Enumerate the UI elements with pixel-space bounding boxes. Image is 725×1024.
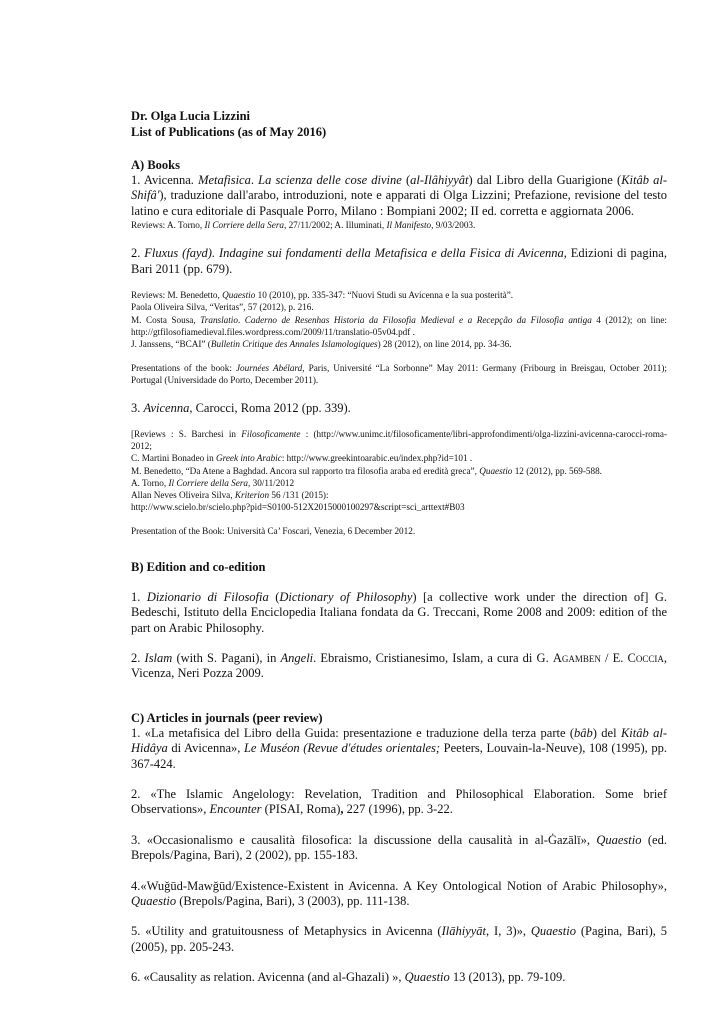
review-line: Reviews: M. Benedetto, Quaestio 10 (2010), pp. 335-347: “Nuovi Studi su Avicenna e la sua posterità”.: [131, 290, 514, 301]
review-line: M. Costa Sousa, Translatio. Caderno de Resenhas Historia da Filosofia Medieval e a Recepção da Filosofia antiga 4 (2012); on line: http://gtfilosofiamedieval.files.wordpress.com/2009/11/translatio-05v04.pdf .: [131, 314, 667, 337]
review-line: M. Benedetto, “Da Atene a Baghdad. Ancora sul rapporto tra filosofia araba ed eredità greca”, Quaestio 12 (2012), pp. 569-588.: [131, 465, 602, 476]
section-heading-editions: B) Edition and co-edition: [131, 559, 266, 574]
review-line: Paola Oliveira Silva, “Veritas”, 57 (2012), p. 216.: [131, 302, 314, 313]
book-2-presentations: Presentations of the book: Journées Abélard, Paris, Université “La Sorbonne” May 2011: Germany (Fribourg in Breisgau, October 2011); Portugal (Universidade do Porto, December 2011).: [131, 363, 667, 386]
book-2-reviews: [131, 289, 667, 350]
review-line: http://www.scielo.br/scielo.php?pid=S0100-512X2015000100297&script=sci_arttext#B03: [131, 502, 465, 513]
author-name: Dr. Olga Lucia Lizzini: [131, 109, 250, 123]
book-entry-1: 1. Avicenna. Metafisica. La scienza delle cose divine (al-Ilâhiyyât) dal Libro della Guarigione (Kitâb al-Shifâ'), traduzione dall'arabo, introduzioni, note e apparati di Olga Lizzini; Prefazione, revisione del testo latino e cura editoriale di Pasquale Porro, Milano : Bompiani 2002; II ed. corretta e aggiornata 2006.: [131, 173, 668, 218]
book-entry-3: 3. Avicenna, Carocci, Roma 2012 (pp. 339).: [131, 400, 351, 415]
review-line: Allan Neves Oliveira Silva, Kriterion 56 /131 (2015):: [131, 490, 329, 501]
article-entry-2: 2. «The Islamic Angelology: Revelation, Tradition and Philosophical Elaboration. Some brief Observations», Encounter (PISAI, Roma), 227 (1996), pp. 3-22.: [131, 786, 667, 817]
article-entry-4: 4.«Wuǧūd-Mawǧūd/Existence-Existent in Avicenna. A Key Ontological Notion of Arabic Philosophy», Quaestio (Brepols/Pagina, Bari), 3 (2003), pp. 111-138.: [131, 878, 667, 908]
article-entry-6: 6. «Causality as relation. Avicenna (and al-Ghazali) », Quaestio 13 (2013), pp. 79-109.: [131, 970, 566, 985]
review-line: A. Torno, Il Corriere della Sera, 30/11/2012: [131, 477, 295, 488]
book-3-presentation: Presentation of the Book: Università Ca’ Foscari, Venezia, 6 December 2012.: [131, 526, 416, 537]
article-entry-3: 3. «Occasionalismo e causalità filosofica: la discussione della causalità in al-Ġazālī», Quaestio (ed. Brepols/Pagina, Bari), 2 (2002), pp. 155-183.: [131, 832, 667, 863]
section-heading-books: A) Books: [131, 158, 180, 172]
review-line: C. Martini Bonadeo in Greek into Arabic: http://www.greekintoarabic.eu/index.php?id=101 .: [131, 453, 473, 464]
article-entry-1: 1. «La metafisica del Libro della Guida: presentazione e traduzione della terza parte (bâb) del Kitâb al-Hidâya di Avicenna», Le Muséon (Revue d'études orientales; Peeters, Louvain-la-Neuve), 108 (1995), pp. 367-424.: [131, 725, 667, 771]
review-line: J. Janssens, “BCAI” (Bulletin Critique des Annales Islamologiques) 28 (2012), on line 2014, pp. 34-36.: [131, 339, 512, 350]
book-3-reviews: [131, 428, 667, 513]
document-title: List of Publications (as of May 2016): [131, 125, 327, 139]
review-line: [Reviews : S. Barchesi in Filosoficamente : (http://www.unimc.it/filosoficamente/libri-approfondimenti/olga-lizzini-avicenna-carocci-roma-2012;: [131, 429, 668, 452]
edition-entry-2: 2. Islam (with S. Pagani), in Angeli. Ebraismo, Cristianesimo, Islam, a cura di G. Agamben / E. Coccia, Vicenza, Neri Pozza 2009.: [131, 650, 668, 681]
section-heading-articles: C) Articles in journals (peer review): [131, 710, 323, 725]
book-entry-2: 2. Fluxus (fayd). Indagine sui fondamenti della Metafisica e della Fisica di Avicenna, Edizioni di pagina, Bari 2011 (pp. 679).: [131, 246, 667, 276]
edition-entry-1: 1. Dizionario di Filosofia (Dictionary of Philosophy) [a collective work under the direction of] G. Bedeschi, Istituto della Enciclopedia Italiana fondata da G. Treccani, Rome 2008 and 2009: edition of the part on Arabic Philosophy.: [131, 589, 667, 635]
book-1-reviews: Reviews: A. Torno, Il Corriere della Sera, 27/11/2002; A. Illuminati, Il Manifesto, 9/03/2003.: [131, 220, 476, 231]
article-entry-5: 5. «Utility and gratuitousness of Metaphysics in Avicenna (Ilāhiyyāt, I, 3)», Quaestio (Pagina, Bari), 5 (2005), pp. 205-243.: [131, 924, 667, 954]
document-page: [131, 108, 667, 986]
